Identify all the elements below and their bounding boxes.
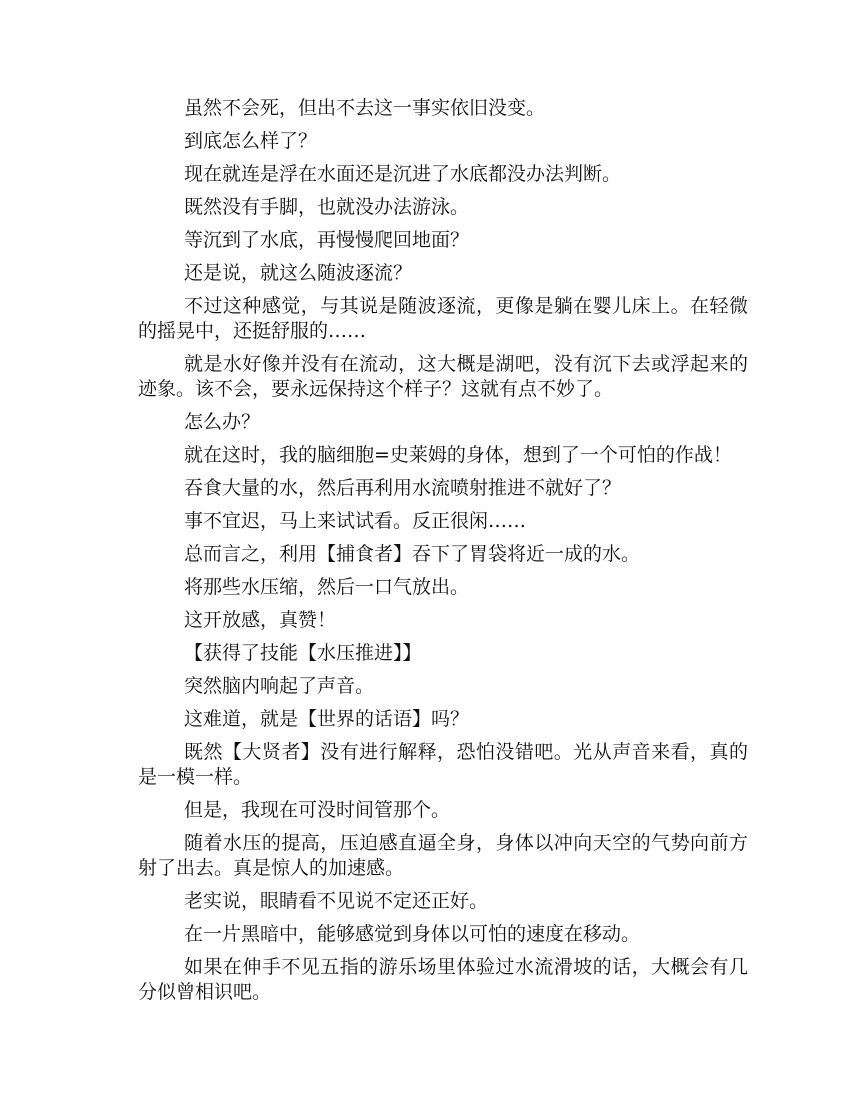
paragraph: 吞食大量的水，然后再利用水流喷射推进不就好了？ [184, 477, 622, 499]
paragraph: 就在这时，我的脑细胞=史莱姆的身体，想到了一个可怕的作战！ [184, 444, 732, 466]
paragraph: 将那些水压缩，然后一口气放出。 [184, 576, 470, 598]
paragraph: 如果在伸手不见五指的游乐场里体验过水流滑坡的话，大概会有几分似曾相识吧。 [138, 956, 748, 1003]
paragraph: 不过这种感觉，与其说是随波逐流，更像是躺在婴儿床上。在轻微的摇晃中，还挺舒服的…… [138, 295, 748, 342]
paragraph: 既然没有手脚，也就没办法游泳。 [184, 196, 470, 218]
paragraph: 在一片黑暗中，能够感觉到身体以可怕的速度在移动。 [184, 923, 641, 945]
paragraph: 老实说，眼睛看不见说不定还正好。 [184, 890, 489, 912]
paragraph: 这开放感，真赞！ [184, 609, 337, 631]
paragraph: 但是，我现在可没时间管那个。 [184, 799, 451, 821]
paragraph: 事不宜迟，马上来试试看。反正很闲…… [184, 510, 527, 532]
body-text [138, 96, 748, 1013]
paragraph: 既然【大贤者】没有进行解释，恐怕没错吧。光从声音来看，真的是一模一样。 [138, 741, 748, 788]
paragraph: 现在就连是浮在水面还是沉进了水底都没办法判断。 [184, 163, 622, 185]
paragraph: 等沉到了水底，再慢慢爬回地面？ [184, 229, 470, 251]
paragraph: 这难道，就是【世界的话语】吗？ [184, 708, 470, 730]
paragraph: 随着水压的提高，压迫感直逼全身，身体以冲向天空的气势向前方射了出去。真是惊人的加速感。 [138, 832, 748, 879]
paragraph: 虽然不会死，但出不去这一事实依旧没变。 [184, 97, 546, 119]
paragraph: 总而言之，利用【捕食者】吞下了胃袋将近一成的水。 [184, 543, 641, 565]
paragraph: 就是水好像并没有在流动，这大概是湖吧，没有沉下去或浮起来的迹象。该不会，要永远保持这个样子？这就有点不妙了。 [138, 353, 748, 400]
paragraph: 到底怎么样了？ [184, 130, 318, 152]
paragraph: 还是说，就这么随波逐流？ [184, 262, 413, 284]
paragraph: 突然脑内响起了声音。 [184, 675, 375, 697]
paragraph: 怎么办？ [184, 411, 261, 433]
paragraph: 【获得了技能【水压推进】】 [184, 642, 422, 664]
